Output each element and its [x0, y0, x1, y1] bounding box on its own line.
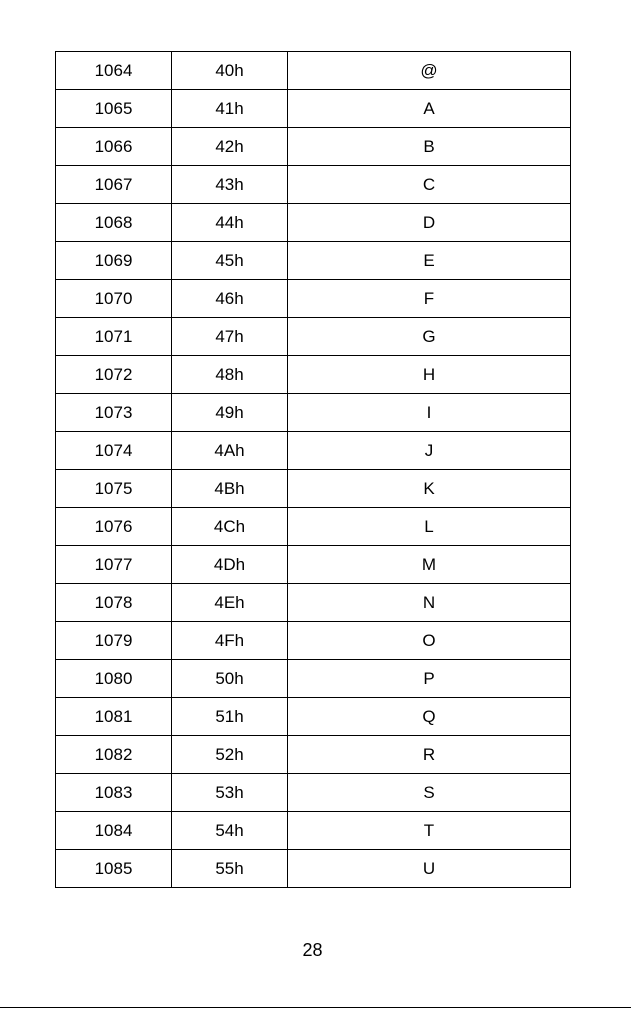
code-table: [55, 51, 571, 888]
table-row: [56, 166, 571, 204]
character-cell: N: [288, 584, 571, 622]
hex-code-cell: 50h: [172, 660, 288, 698]
parameter-code-cell: 1085: [56, 850, 172, 888]
parameter-code-cell: 1065: [56, 90, 172, 128]
table-row: [56, 318, 571, 356]
table-row: [56, 698, 571, 736]
hex-code-cell: 55h: [172, 850, 288, 888]
parameter-code-cell: 1078: [56, 584, 172, 622]
hex-code-cell: 47h: [172, 318, 288, 356]
parameter-code-cell: 1064: [56, 52, 172, 90]
table-row: [56, 774, 571, 812]
table-row: [56, 280, 571, 318]
hex-code-cell: 51h: [172, 698, 288, 736]
hex-code-cell: 54h: [172, 812, 288, 850]
hex-code-cell: 4Bh: [172, 470, 288, 508]
character-cell: M: [288, 546, 571, 584]
character-cell: L: [288, 508, 571, 546]
hex-code-cell: 52h: [172, 736, 288, 774]
table-row: [56, 128, 571, 166]
character-cell: R: [288, 736, 571, 774]
hex-code-cell: 4Dh: [172, 546, 288, 584]
character-cell: C: [288, 166, 571, 204]
table-body: [56, 52, 571, 888]
parameter-code-cell: 1067: [56, 166, 172, 204]
character-cell: U: [288, 850, 571, 888]
parameter-code-cell: 1069: [56, 242, 172, 280]
hex-code-cell: 49h: [172, 394, 288, 432]
hex-code-cell: 4Ch: [172, 508, 288, 546]
parameter-code-cell: 1074: [56, 432, 172, 470]
hex-code-cell: 4Eh: [172, 584, 288, 622]
parameter-code-cell: 1081: [56, 698, 172, 736]
table-row: [56, 584, 571, 622]
hex-code-cell: 46h: [172, 280, 288, 318]
page-number: 28: [302, 940, 323, 960]
parameter-code-cell: 1071: [56, 318, 172, 356]
hex-code-cell: 40h: [172, 52, 288, 90]
parameter-code-cell: 1077: [56, 546, 172, 584]
parameter-code-cell: 1079: [56, 622, 172, 660]
table-row: [56, 52, 571, 90]
hex-code-cell: 4Ah: [172, 432, 288, 470]
character-cell: F: [288, 280, 571, 318]
character-cell: K: [288, 470, 571, 508]
character-cell: D: [288, 204, 571, 242]
character-cell: P: [288, 660, 571, 698]
character-cell: T: [288, 812, 571, 850]
character-cell: Q: [288, 698, 571, 736]
table-row: [56, 242, 571, 280]
table-row: [56, 508, 571, 546]
table-row: [56, 736, 571, 774]
character-cell: S: [288, 774, 571, 812]
parameter-code-cell: 1073: [56, 394, 172, 432]
table-row: [56, 90, 571, 128]
hex-code-cell: 43h: [172, 166, 288, 204]
table-row: [56, 204, 571, 242]
table-row: [56, 812, 571, 850]
table-row: [56, 432, 571, 470]
table-row: [56, 394, 571, 432]
table-row: [56, 622, 571, 660]
character-cell: A: [288, 90, 571, 128]
parameter-code-cell: 1083: [56, 774, 172, 812]
table-row: [56, 850, 571, 888]
parameter-code-cell: 1082: [56, 736, 172, 774]
character-cell: I: [288, 394, 571, 432]
hex-code-cell: 42h: [172, 128, 288, 166]
parameter-code-cell: 1075: [56, 470, 172, 508]
hex-code-cell: 44h: [172, 204, 288, 242]
character-cell: G: [288, 318, 571, 356]
parameter-code-cell: 1072: [56, 356, 172, 394]
table-row: [56, 660, 571, 698]
hex-code-cell: 4Fh: [172, 622, 288, 660]
parameter-code-cell: 1080: [56, 660, 172, 698]
bottom-rule: [0, 1007, 631, 1008]
table-row: [56, 356, 571, 394]
hex-code-cell: 45h: [172, 242, 288, 280]
character-cell: @: [288, 52, 571, 90]
character-cell: B: [288, 128, 571, 166]
parameter-code-cell: 1066: [56, 128, 172, 166]
hex-code-cell: 41h: [172, 90, 288, 128]
hex-code-cell: 48h: [172, 356, 288, 394]
parameter-code-cell: 1068: [56, 204, 172, 242]
character-cell: J: [288, 432, 571, 470]
parameter-code-cell: 1076: [56, 508, 172, 546]
parameter-code-cell: 1070: [56, 280, 172, 318]
character-cell: O: [288, 622, 571, 660]
character-cell: H: [288, 356, 571, 394]
character-cell: E: [288, 242, 571, 280]
parameter-code-cell: 1084: [56, 812, 172, 850]
table-row: [56, 546, 571, 584]
hex-code-cell: 53h: [172, 774, 288, 812]
table-row: [56, 470, 571, 508]
